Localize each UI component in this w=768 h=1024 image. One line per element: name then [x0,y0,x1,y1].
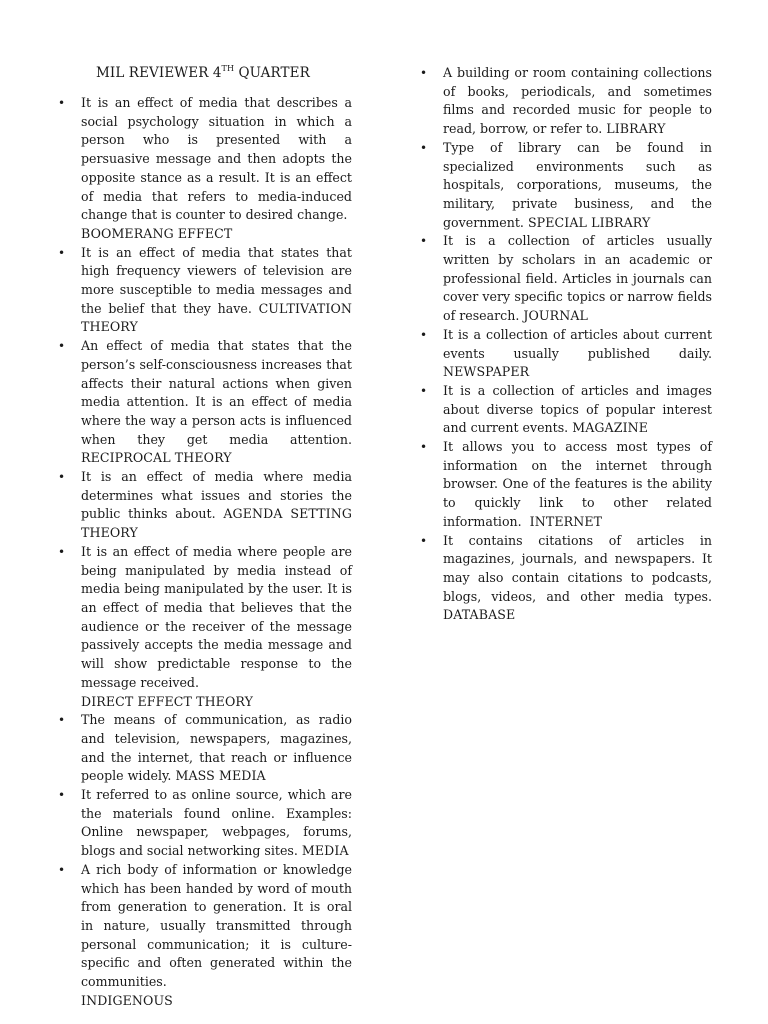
bullet-icon: • [58,470,66,485]
left-item-list [56,94,352,1010]
item-text: It is a collection of articles usually written by scholars in an academic or professional field. Articles in journals can cover very specific topics or narrow fields of research. [443,233,712,324]
list-item [418,382,712,438]
item-text: It contains citations of articles in magazines, journals, and newspapers. It may also contain citations to podcasts, blogs, videos, and other media types. [443,532,712,604]
bullet-icon: • [58,862,66,877]
title-main: MIL REVIEWER 4 [96,65,222,81]
item-text: It is an effect of media where media determines what issues and stories the public thinks about. [81,469,352,522]
item-answer: LIBRARY [606,121,666,137]
item-answer: RECIPROCAL THEORY [81,450,232,466]
list-item [56,468,352,543]
item-answer: MAGAZINE [572,420,649,436]
bullet-icon: • [58,245,66,260]
item-answer: DIRECT EFFECT THEORY [81,693,253,709]
item-answer: SPECIAL LIBRARY [527,214,651,230]
bullet-icon: • [420,533,428,548]
list-item [56,543,352,711]
list-item [56,337,352,468]
list-item [56,786,352,861]
item-answer: MEDIA [301,843,349,859]
item-text: It is an effect of media where people are being manipulated by media instead of media being manipulated by the user. It is an effect of media that believes that the audience or the receiver of the message passively accepts the media message and will show predictable response to the message received. [81,543,352,690]
item-text: An effect of media that states that the person’s self-consciousness increases that affects their natural actions when given media attention. It is an effect of media where the way a person acts is influenced when they get media attention. [81,338,352,447]
bullet-icon: • [58,544,66,559]
item-text: It is a collection of articles and images about diverse topics of popular interest and current events. [443,382,712,436]
bullet-icon: • [420,140,428,155]
bullet-icon: • [420,66,428,80]
item-text: Type of library can be found in specialized environments such as hospitals, corporations, museums, the military, private business, and the government. [443,139,712,230]
item-answer: NEWSPAPER [443,364,530,380]
bullet-icon: • [420,383,428,398]
item-answer: AGENDA SETTING THEORY [81,506,352,541]
item-answer: MASS MEDIA [175,768,266,784]
list-item [418,532,712,626]
list-item [56,861,352,1011]
item-text: It is an effect of media that states that high frequency viewers of television are more susceptible to media messages and the belief that they have. [81,244,352,316]
bullet-icon: • [58,96,66,110]
item-text: A rich body of information or knowledge which has been handed by word of mouth from generation to generation. It is oral in nature, usually transmitted through personal communication; it is culture-specific and often generated within the communities. [81,861,352,990]
item-answer: INTERNET [529,513,603,529]
bullet-icon: • [420,234,428,249]
list-item [418,326,712,382]
bullet-icon: • [58,713,66,728]
title-suffix: QUARTER [234,65,310,81]
item-text: It allows you to access most types of information on the internet through browser. One of the features is the ability to quickly link to other related information. [443,439,712,529]
bullet-icon: • [58,339,66,354]
list-item [56,244,352,338]
bullet-icon: • [58,788,66,803]
list-item [56,94,352,244]
list-item [418,438,712,532]
title-superscript: TH [221,64,235,73]
list-item [56,711,352,786]
item-text: It is an effect of media that describes a social psychology situation in which a person who is presented with a persuasive message and then adopts the opposite stance as a result. It is an effect of media that refers to media-induced change that is counter to desired change. [81,95,352,223]
right-item-list [418,64,712,625]
list-item [418,139,712,233]
bullet-icon: • [420,440,428,455]
item-answer: JOURNAL [523,308,589,324]
bullet-icon: • [420,327,428,342]
item-text: A building or room containing collections of books, periodicals, and sometimes films and recorded music for people to read, borrow, or refer to. [443,65,712,137]
item-answer: INDIGENOUS [81,992,173,1008]
item-answer: CULTIVATION THEORY [81,300,352,335]
page-title [96,64,310,81]
item-answer: BOOMERANG EFFECT [81,225,233,241]
item-text: The means of communication, as radio and television, newspapers, magazines, and the internet, that reach or influence people widely. [81,712,352,784]
list-item [418,232,712,326]
item-answer: DATABASE [443,607,516,623]
item-text: It referred to as online source, which are the materials found online. Examples: Online newspaper, webpages, forums, blogs and social networking sites. [81,787,352,859]
item-text: It is a collection of articles about current events usually published daily. [443,326,712,361]
list-item [418,64,712,139]
